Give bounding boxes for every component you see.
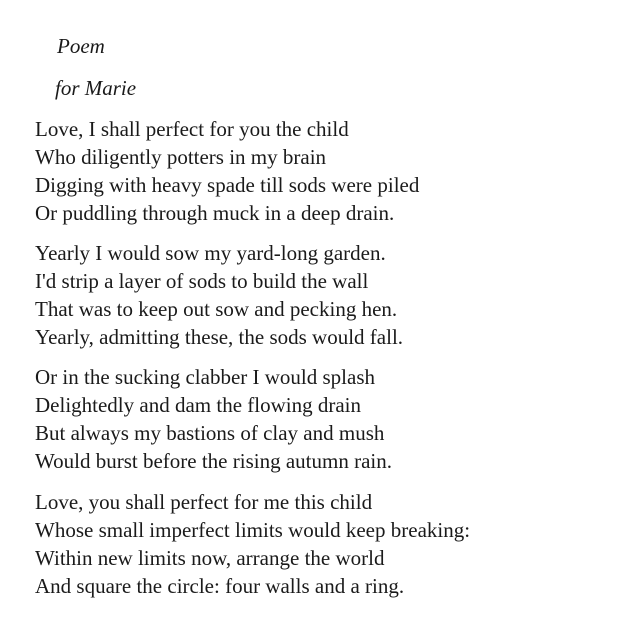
poem-line: Or in the sucking clabber I would splash: [35, 365, 376, 389]
poem-line: Within new limits now, arrange the world: [35, 546, 385, 570]
poem-line: Whose small imperfect limits would keep breaking:: [35, 518, 471, 542]
poem-line: Digging with heavy spade till sods were piled: [35, 173, 420, 197]
stanza-1: [35, 115, 419, 227]
poem-line: I'd strip a layer of sods to build the wall: [35, 269, 369, 293]
poem-dedication: for Marie: [55, 76, 137, 100]
poem-line: Yearly I would sow my yard-long garden.: [35, 241, 386, 265]
poem-line: Who diligently potters in my brain: [35, 145, 327, 169]
poem-line: And square the circle: four walls and a ring.: [35, 574, 405, 598]
poem-line: Love, I shall perfect for you the child: [35, 117, 349, 141]
stanza-3: [35, 363, 392, 475]
poem-line: That was to keep out sow and pecking hen.: [35, 297, 398, 321]
poem-title: Poem: [57, 34, 105, 58]
poem-line: Yearly, admitting these, the sods would fall.: [35, 325, 404, 349]
poem-line: Or puddling through muck in a deep drain.: [35, 201, 395, 225]
stanza-2: [35, 239, 403, 351]
poem-line: Delightedly and dam the flowing drain: [35, 393, 362, 417]
poem-line: Would burst before the rising autumn rain.: [35, 449, 392, 473]
stanza-4: [35, 488, 470, 600]
poem-line: But always my bastions of clay and mush: [35, 421, 385, 445]
poem-line: Love, you shall perfect for me this child: [35, 490, 373, 514]
